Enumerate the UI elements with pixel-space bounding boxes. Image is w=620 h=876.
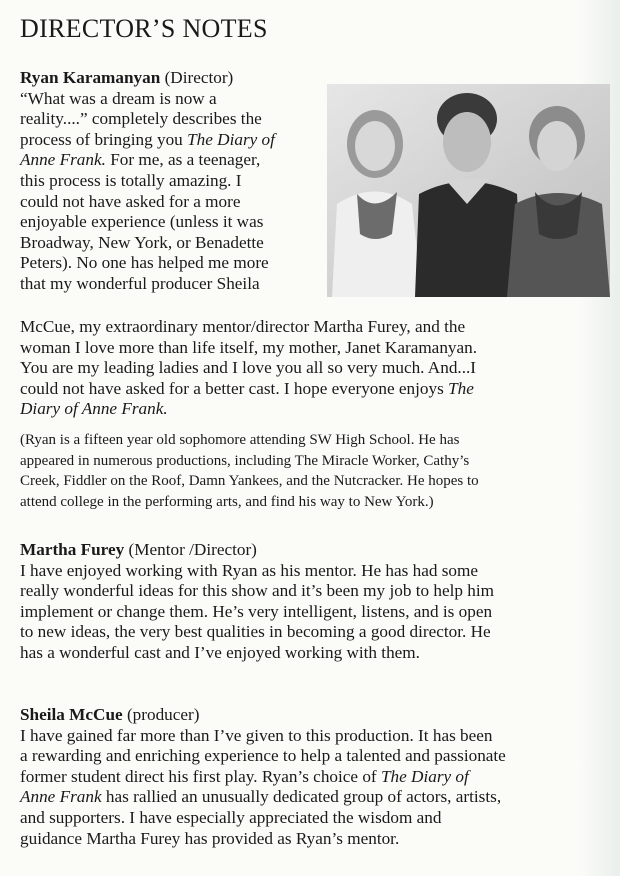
cast-photo — [327, 84, 610, 297]
sheila-line — [20, 787, 610, 808]
ryan-text: could not have asked for a better cast. I hope everyone enjoys — [20, 378, 449, 398]
ryan-line: Broadway, New York, or Benadette — [20, 232, 264, 252]
martha-note — [20, 540, 610, 664]
play-title: The Diary of — [380, 766, 469, 786]
martha-heading — [20, 540, 610, 561]
play-title: Diary of Anne Frank. — [20, 399, 168, 419]
bio-line: (Ryan is a fifteen year old sophomore attending SW High School. He has — [20, 432, 460, 448]
play-title: Anne Frank — [20, 787, 102, 807]
martha-line: I have enjoyed working with Ryan as his mentor. He has had some — [20, 560, 479, 580]
ryan-line — [20, 399, 610, 420]
ryan-text: For me, as a teenager, — [105, 150, 261, 170]
martha-line: really wonderful ideas for this show and it’s been my job to help him — [20, 581, 494, 601]
ryan-note-full — [20, 317, 610, 420]
martha-line: implement or change them. He’s very intelligent, listens, and is open — [20, 601, 493, 621]
ryan-line — [20, 150, 320, 171]
play-title: The — [448, 378, 474, 398]
ryan-name: Ryan Karamanyan — [20, 68, 161, 87]
sheila-note — [20, 705, 610, 849]
bio-line: Creek, Fiddler on the Roof, Damn Yankees, and the Nutcracker. He hopes to — [20, 473, 479, 489]
sheila-line: guidance Martha Furey has provided as Ryan’s mentor. — [20, 828, 400, 848]
play-title: Anne Frank. — [20, 150, 106, 170]
ryan-line: You are my leading ladies and I love you all so very much. And...I — [20, 358, 477, 378]
photo-illustration — [327, 84, 610, 297]
bio-line: attend college in the performing arts, and find his way to New York.) — [20, 493, 434, 510]
sheila-text: former student direct his first play. Ryan’s choice of — [20, 766, 381, 786]
martha-role: (Mentor /Director) — [124, 540, 257, 559]
page-title: DIRECTOR’S NOTES — [20, 14, 268, 43]
ryan-line: woman I love more than life itself, my mother, Janet Karamanyan. — [20, 337, 478, 357]
sheila-heading — [20, 705, 610, 726]
ryan-line: that my wonderful producer Sheila — [20, 273, 260, 293]
ryan-role: (Director) — [160, 68, 234, 87]
play-title: The Diary of — [187, 129, 275, 149]
martha-line: to new ideas, the very best qualities in becoming a good director. He — [20, 622, 491, 642]
ryan-note-wrapped — [20, 68, 320, 295]
sheila-line — [20, 767, 610, 788]
ryan-line: McCue, my extraordinary mentor/director Martha Furey, and the — [20, 317, 466, 336]
bio-line: appeared in numerous productions, including The Miracle Worker, Cathy’s — [20, 452, 470, 469]
ryan-line — [20, 130, 320, 151]
sheila-line: I have gained far more than I’ve given to this production. It has been — [20, 725, 493, 745]
ryan-line: Peters). No one has helped me more — [20, 253, 269, 273]
ryan-line: could not have asked for a more — [20, 191, 241, 211]
ryan-line — [20, 379, 610, 400]
sheila-line: a rewarding and enriching experience to help a talented and passionate — [20, 746, 506, 766]
sheila-role: (producer) — [122, 705, 200, 724]
ryan-line: reality....” completely describes the — [20, 109, 262, 129]
ryan-heading — [20, 68, 320, 89]
martha-name: Martha Furey — [20, 540, 125, 559]
ryan-bio — [20, 430, 610, 512]
sheila-text: has rallied an unusually dedicated group of actors, artists, — [101, 787, 502, 807]
sheila-name: Sheila McCue — [20, 705, 123, 724]
ryan-line: this process is totally amazing. I — [20, 170, 242, 190]
ryan-line: “What was a dream is now a — [20, 88, 217, 108]
martha-line: has a wonderful cast and I’ve enjoyed working with them. — [20, 642, 420, 662]
sheila-line: and supporters. I have especially appreciated the wisdom and — [20, 807, 442, 827]
ryan-line: enjoyable experience (unless it was — [20, 212, 264, 232]
ryan-text: process of bringing you — [20, 129, 188, 149]
